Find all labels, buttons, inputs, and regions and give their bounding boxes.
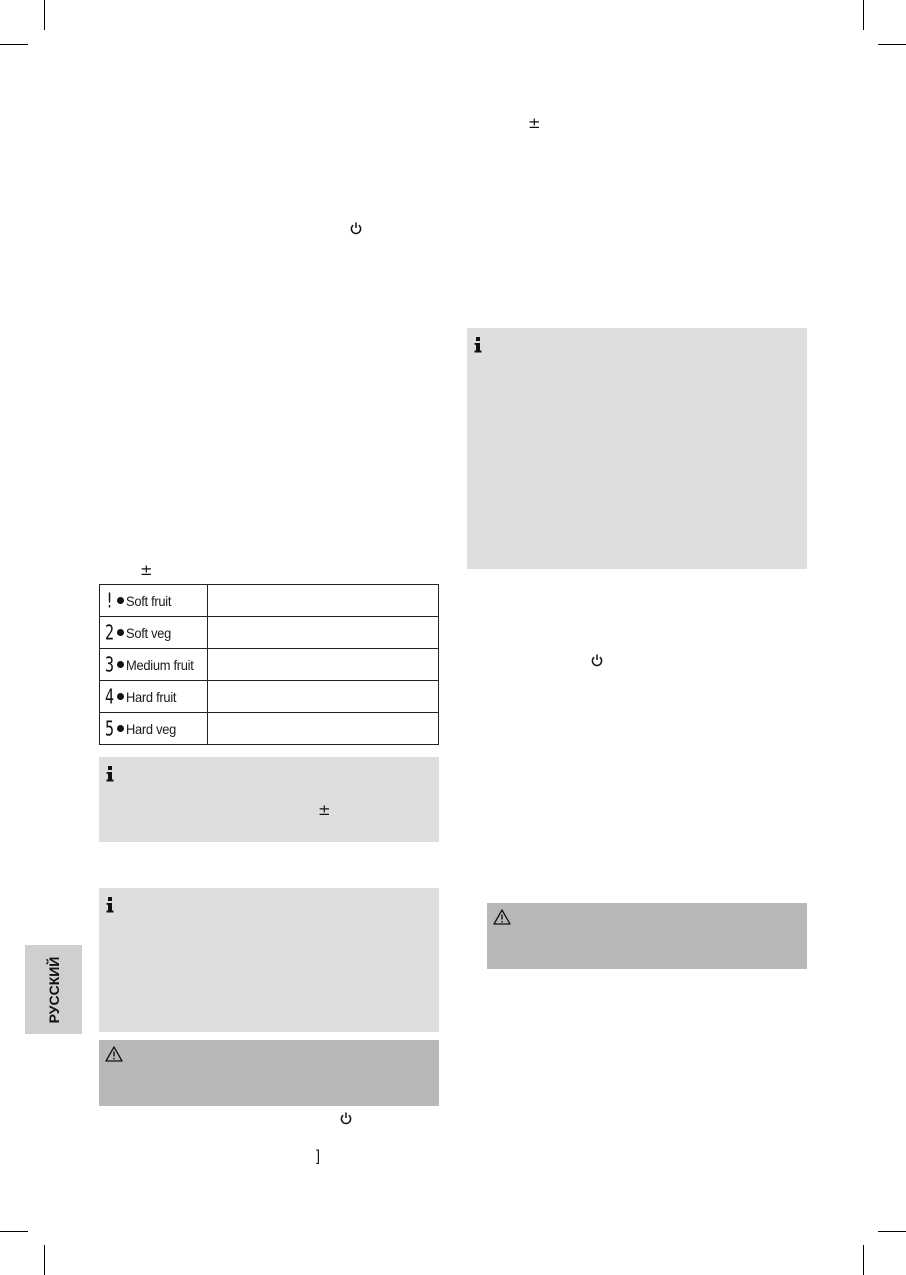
program-digit: !	[105, 588, 115, 613]
bullet-dot	[117, 661, 124, 668]
bullet-dot	[117, 629, 124, 636]
power-icon	[340, 1112, 352, 1125]
warning-note-box	[99, 1040, 439, 1106]
crop-mark	[878, 1231, 906, 1232]
program-label: Soft fruit	[126, 592, 172, 609]
digit-three-symbol: ]	[315, 1148, 321, 1167]
program-digit: 3	[105, 652, 115, 677]
info-note-box	[467, 328, 807, 569]
crop-mark	[0, 44, 28, 45]
info-icon	[105, 766, 115, 782]
warning-icon	[493, 909, 511, 925]
program-table	[99, 584, 439, 745]
table-row	[100, 617, 439, 649]
info-icon	[473, 337, 483, 353]
language-tab	[25, 945, 82, 1034]
info-note-box	[99, 888, 439, 1032]
bullet-dot	[117, 725, 124, 732]
table-row	[100, 681, 439, 713]
crop-mark	[44, 1245, 45, 1275]
plus-minus-icon: ±	[318, 801, 331, 819]
warning-icon	[105, 1046, 123, 1062]
program-label: Hard veg	[126, 720, 177, 737]
program-label: Hard fruit	[126, 688, 177, 705]
program-digit: 4	[105, 684, 115, 709]
language-label: РУССКИЙ	[45, 956, 62, 1023]
bullet-dot	[117, 693, 124, 700]
program-digit: 2	[105, 620, 115, 645]
program-label: Medium fruit	[126, 656, 194, 673]
crop-mark	[878, 44, 906, 45]
program-label: Soft veg	[126, 624, 172, 641]
info-note-box	[99, 757, 439, 842]
info-icon	[105, 897, 115, 913]
crop-mark	[863, 0, 864, 30]
table-row	[100, 649, 439, 681]
power-icon	[591, 654, 603, 667]
table-row	[100, 713, 439, 745]
crop-mark	[0, 1231, 28, 1232]
plus-minus-icon: ±	[528, 114, 541, 132]
power-icon	[350, 222, 362, 235]
crop-mark	[44, 0, 45, 30]
table-row	[100, 585, 439, 617]
bullet-dot	[117, 597, 124, 604]
plus-minus-icon: ±	[140, 561, 153, 579]
crop-mark	[863, 1245, 864, 1275]
warning-note-box	[487, 903, 807, 969]
program-digit: 5	[105, 716, 115, 741]
